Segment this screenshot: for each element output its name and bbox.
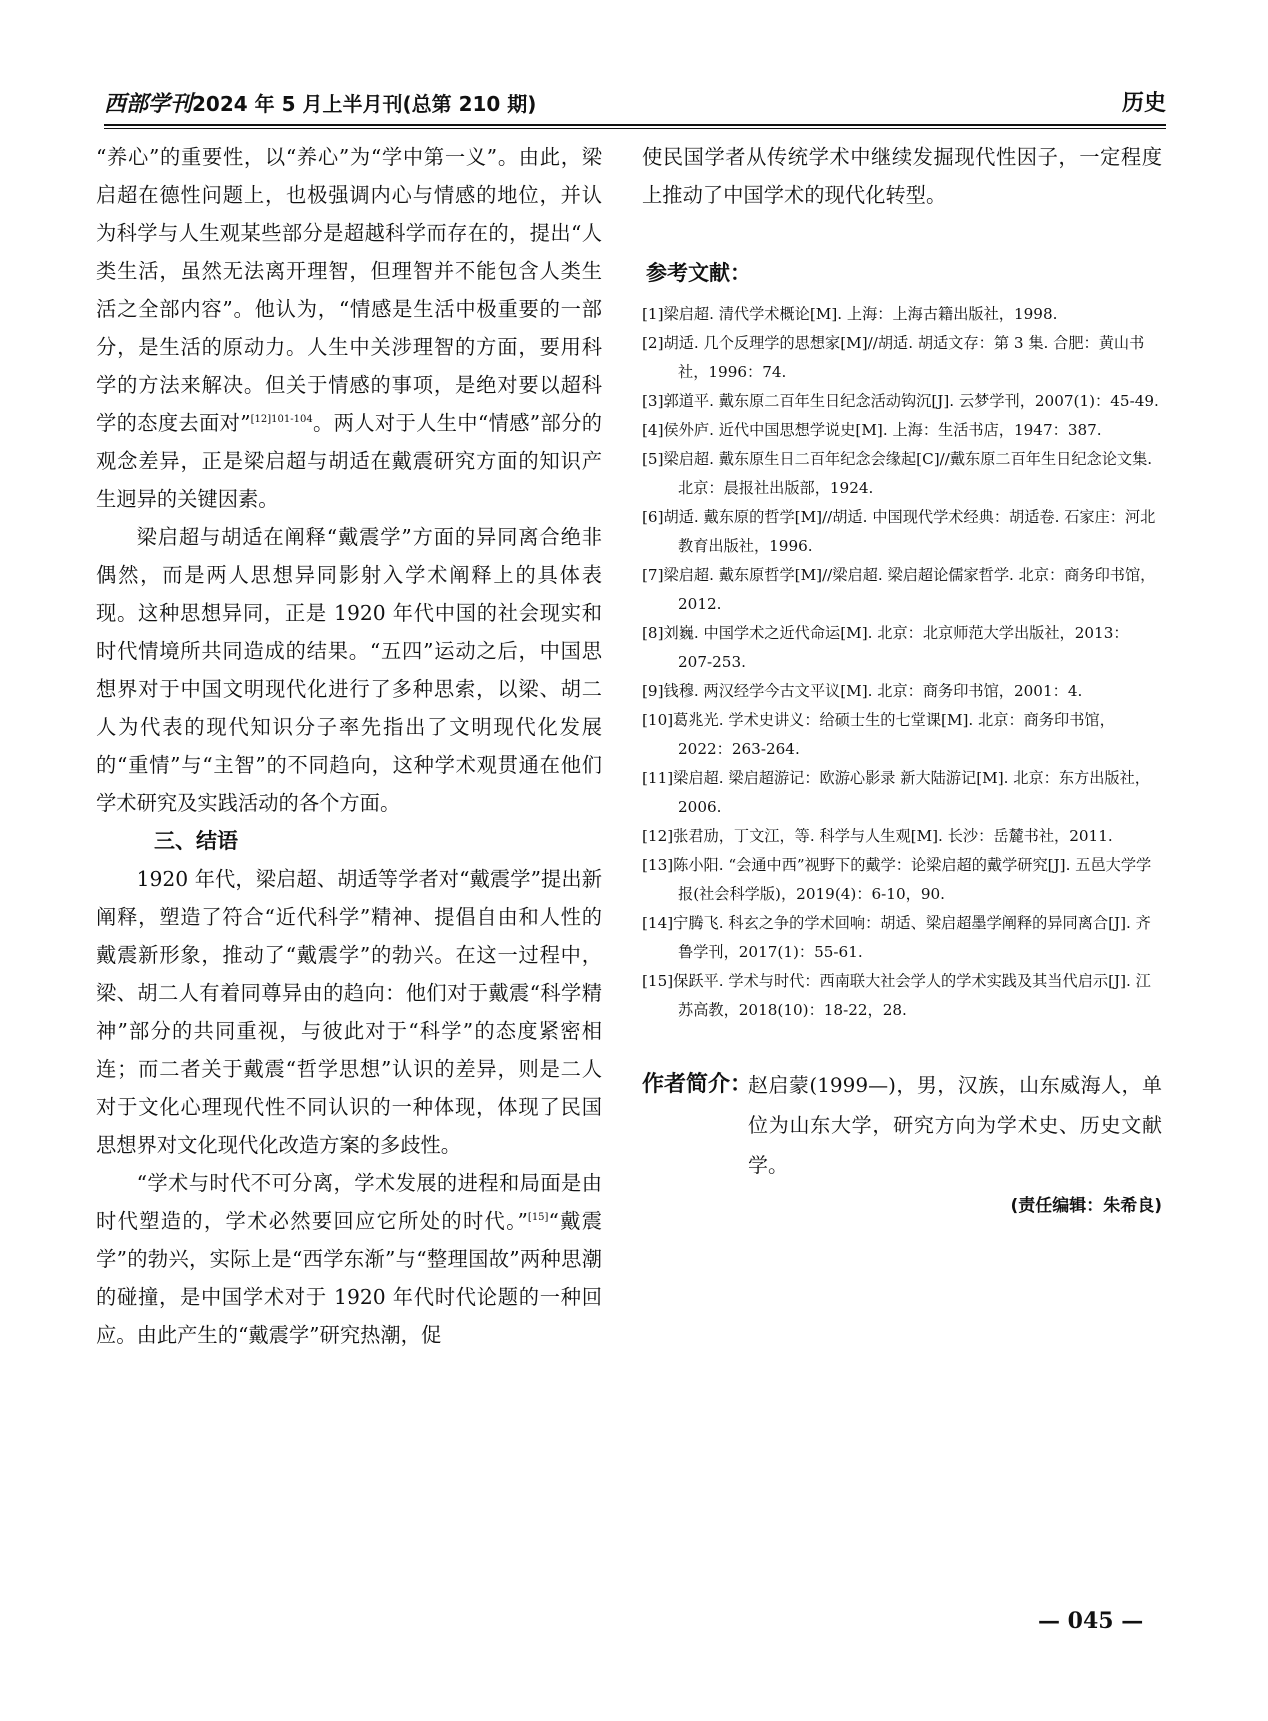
section-heading: 三、结语 [154,829,238,853]
reference-item: [9]钱穆. 两汉经学今古文平议[M]. 北京：商务印书馆，2001：4. [642,682,1083,700]
reference-item: [12]张君劢，丁文江，等. 科学与人生观[M]. 长沙：岳麓书社，2011. [642,827,1113,845]
paragraph-text: “养心”的重要性，以“养心”为“学中第一义”。由此，梁启超在德性问题上，也极强调内心与情感的地位，并认为科学与人生观某些部分是超越科学而存在的，提出“人类生活，虽然无法离开理智，但理智并不能包含人类生活之全部内容”。他认为，“情感是生活中极重要的一部分，是生活的原动力。人生中关涉理智的方面，要用科学的方法来解决。但关于情感的事项，是绝对要以超科学的态度去面对” [96,145,602,435]
reference-item: [15]保跃平. 学术与时代：西南联大社会学人的学术实践及其当代启示[J]. 江苏高教，2018(10)：18-22，28. [642,972,1151,1019]
section-label: 历史 [1121,91,1166,116]
journal-logo: 西部学刊 [104,91,193,117]
author-bio-text: 赵启蒙(1999—)，男，汉族，山东威海人，单位为山东大学，研究方向为学术史、历史文献学。 [748,1073,1162,1177]
paragraph [96,1164,602,1354]
reference-item: [7]梁启超. 戴东原哲学[M]//梁启超. 梁启超论儒家哲学. 北京：商务印书馆，2012. [642,566,1156,613]
paragraph-text: 。两人对于人生中“情感”部分的观念差异，正是梁启超与胡适在戴震研究方面的知识产生迥异的关键因素。 [96,411,602,511]
reference-item: [3]郭道平. 戴东原二百年生日纪念活动钩沉[J]. 云梦学刊，2007(1)：45-49. [642,392,1159,410]
editor-credit: (责任编辑：朱希良) [1010,1196,1162,1216]
reference-item: [8]刘巍. 中国学术之近代命运[M]. 北京：北京师范大学出版社，2013：207-253. [642,624,1129,671]
reference-item: [6]胡适. 戴东原的哲学[M]//胡适. 中国现代学术经典：胡适卷. 石家庄：河北教育出版社，1996. [642,508,1156,555]
left-column [96,138,602,1354]
references-heading: 参考文献： [646,261,751,285]
reference-item: [2]胡适. 几个反理学的思想家[M]//胡适. 胡适文存：第 3 集. 合肥：黄山书社，1996：74. [642,334,1145,381]
header-divider-thin [104,128,1166,129]
right-column [642,138,1162,1216]
paragraph: 使民国学者从传统学术中继续发掘现代性因子，一定程度上推动了中国学术的现代化转型。 [642,145,1162,207]
references-list [642,300,1162,1025]
reference-item: [11]梁启超. 梁启超游记：欧游心影录 新大陆游记[M]. 北京：东方出版社，2006. [642,769,1150,816]
reference-item: [4]侯外庐. 近代中国思想学说史[M]. 上海：生活书店，1947：387. [642,421,1102,439]
journal-issue-line [104,84,536,124]
reference-item: [5]梁启超. 戴东原生日二百年纪念会缘起[C]//戴东原二百年生日纪念论文集. 北京：晨报社出版部，1924. [642,450,1153,497]
paragraph: 1920 年代，梁启超、胡适等学者对“戴震学”提出新阐释，塑造了符合“近代科学”精神、提倡自由和人性的戴震新形象，推动了“戴震学”的勃兴。在这一过程中，梁、胡二人有着同尊异由的趋向：他们对于戴震“科学精神”部分的共同重视，与彼此对于“科学”的态度紧密相连；而二者关于戴震“哲学思想”认识的差异，则是二人对于文化心理现代性不同认识的一种体现，体现了民国思想界对文化现代化改造方案的多歧性。 [96,867,602,1157]
reference-item: [14]宁腾飞. 科玄之争的学术回响：胡适、梁启超墨学阐释的异同离合[J]. 齐鲁学刊，2017(1)：55-61. [642,914,1151,961]
paragraph-text: “学术与时代不可分离，学术发展的进程和局面是由时代塑造的，学术必然要回应它所处的时代。” [96,1171,602,1233]
author-bio-label: 作者简介： [642,1072,753,1097]
header-divider [104,124,1166,126]
paragraph-text: “戴震学”的勃兴，实际上是“西学东渐”与“整理国故”两种思潮的碰撞，是中国学术对于 1920 年代时代论题的一种回应。由此产生的“戴震学”研究热潮，促 [96,1209,602,1347]
reference-item: [1]梁启超. 清代学术概论[M]. 上海：上海古籍出版社，1998. [642,305,1058,323]
paragraph [96,138,602,518]
reference-item: [10]葛兆光. 学术史讲义：给硕士生的七堂课[M]. 北京：商务印书馆，2022：263-264. [642,711,1115,758]
reference-item: [13]陈小阳. “会通中西”视野下的戴学：论梁启超的戴学研究[J]. 五邑大学学报(社会科学版)，2019(4)：6-10，90. [642,856,1152,903]
citation: [12]101-104 [250,414,313,426]
citation: [15] [527,1212,549,1224]
page-header [104,84,1166,124]
page-number: — 045 — [1038,1608,1144,1634]
paragraph: 梁启超与胡适在阐释“戴震学”方面的异同离合绝非偶然，而是两人思想异同影射入学术阐释上的具体表现。这种思想异同，正是 1920 年代中国的社会现实和时代情境所共同造成的结果。“五四”运动之后，中国思想界对于中国文明现代化进行了多种思索，以梁、胡二人为代表的现代知识分子率先指出了文明现代化发展的“重情”与“主智”的不同趋向，这种学术观贯通在他们学术研究及实践活动的各个方面。 [96,525,602,815]
issue-info: 2024 年 5 月上半月刊(总第 210 期) [192,92,537,116]
author-bio [642,1065,1162,1185]
